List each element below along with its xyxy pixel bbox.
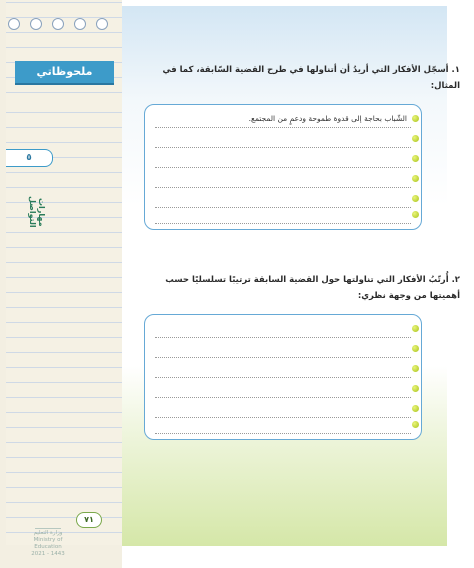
ministry-logo	[22, 516, 74, 557]
bullet-icon	[412, 211, 419, 218]
bullet-icon	[412, 385, 419, 392]
bullet-icon	[412, 325, 419, 332]
answer-line[interactable]	[155, 343, 411, 358]
unit-number: ٥	[6, 149, 53, 167]
binder-hole-icon	[74, 18, 86, 30]
question-2-text: ٢. أُرتّبُ الأفكار التي تناولتها حول القضية السابقة ترتيبًا تسلسليًا حسب أهميتها من وجهة نظري:	[165, 275, 460, 301]
answer-box-1	[144, 104, 422, 230]
ministry-emblem-icon	[35, 516, 61, 529]
question-1-text: ١. أسجّل الأفكار التي أريدُ أن أتناولها في طرح القضية السّابقة، كما في المثال:	[162, 65, 460, 91]
answer-line[interactable]	[155, 363, 411, 378]
answer-line[interactable]	[155, 419, 411, 434]
binder-hole-icon	[52, 18, 64, 30]
answer-line[interactable]	[155, 133, 411, 148]
bullet-icon	[412, 345, 419, 352]
page-number: ٧١	[76, 512, 102, 528]
answer-line[interactable]	[155, 209, 411, 224]
answer-line[interactable]	[155, 153, 411, 168]
answer-line[interactable]	[155, 323, 411, 338]
bullet-icon	[412, 135, 419, 142]
ministry-name: وزارة التعليم	[33, 530, 63, 536]
bullet-icon	[412, 175, 419, 182]
answer-line[interactable]	[155, 193, 411, 208]
answer-line[interactable]	[155, 403, 411, 418]
bullet-icon	[412, 365, 419, 372]
binder-hole-icon	[96, 18, 108, 30]
answer-line[interactable]	[155, 383, 411, 398]
binder-holes	[8, 18, 108, 38]
binder-hole-icon	[30, 18, 42, 30]
answer-box-2	[144, 314, 422, 440]
unit-name: مهارات التواصل	[28, 196, 46, 228]
notes-column	[0, 0, 122, 568]
ministry-name-en: Ministry of Education	[33, 537, 63, 550]
bullet-icon	[412, 405, 419, 412]
notes-title: ملحوظاتي	[15, 61, 114, 83]
edition-year: 2021 - 1443	[31, 551, 65, 557]
bullet-icon	[412, 115, 419, 122]
bullet-icon	[412, 195, 419, 202]
example-answer: الشّباب بحاجة إلى قدوة طموحة ودعمٍ من المجتمع.	[246, 113, 407, 125]
answer-line[interactable]	[155, 113, 411, 128]
bullet-icon	[412, 155, 419, 162]
binder-hole-icon	[8, 18, 20, 30]
answer-line[interactable]	[155, 173, 411, 188]
bullet-icon	[412, 421, 419, 428]
